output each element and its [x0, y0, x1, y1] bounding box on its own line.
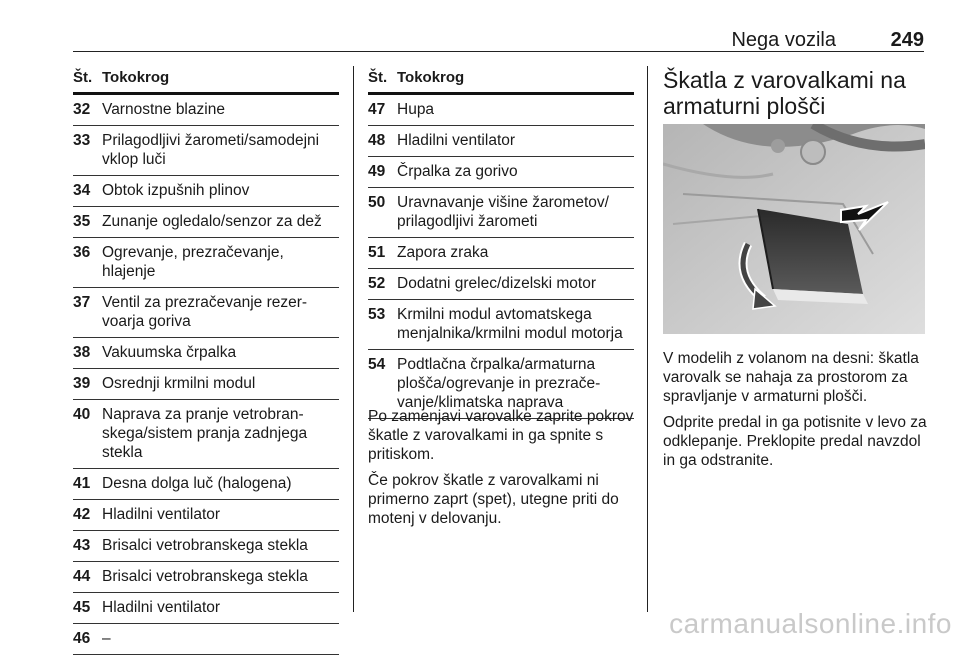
- circuit-name: Brisalci vetrobranskega stekla: [102, 568, 308, 585]
- table-row: [368, 157, 634, 188]
- circuit-name: Ventil za prezračevanje rezer-voarja goriva: [102, 294, 308, 330]
- table-row: [368, 188, 634, 238]
- circuit-name: Obtok izpušnih plinov: [102, 182, 250, 199]
- fuse-table-middle: [368, 68, 634, 419]
- table-row: [73, 469, 339, 500]
- fuse-number: 42: [73, 506, 91, 523]
- fuse-number: 46: [73, 630, 91, 647]
- fuse-number: 32: [73, 101, 91, 118]
- fuse-number: 52: [368, 275, 386, 292]
- fuse-number: 38: [73, 344, 91, 361]
- table-header: [368, 68, 634, 95]
- column-header-number: Št.: [368, 69, 388, 86]
- column-header-number: Št.: [73, 69, 93, 86]
- fuse-number: 51: [368, 244, 386, 261]
- table-row: [73, 176, 339, 207]
- table-row: [73, 624, 339, 655]
- fuse-number: 48: [368, 132, 386, 149]
- circuit-name: Dodatni grelec/dizelski motor: [397, 275, 597, 292]
- circuit-name: Ogrevanje, prezračevanje, hlajenje: [102, 244, 284, 280]
- middle-paragraphs: [368, 407, 636, 535]
- section-title: Škatla z varovalkami na armaturni plošči: [663, 67, 906, 119]
- column-divider: [647, 66, 648, 612]
- fuse-number: 45: [73, 599, 91, 616]
- fuse-number: 54: [368, 356, 386, 373]
- header-title: Nega vozila: [731, 29, 836, 51]
- fuse-table-left: [73, 68, 339, 655]
- circuit-name: Naprava za pranje vetrobran-skega/sistem pranja zadnjega stekla: [102, 406, 308, 461]
- circuit-name: Uravnavanje višine žarometov/ prilagodljivi žarometi: [397, 194, 609, 230]
- circuit-name: Hladilni ventilator: [102, 506, 221, 523]
- circuit-name: Hladilni ventilator: [397, 132, 516, 149]
- table-header: [73, 68, 339, 95]
- fuse-number: 43: [73, 537, 91, 554]
- header-rule: [73, 51, 924, 52]
- table-row: [73, 400, 339, 469]
- fuse-number: 44: [73, 568, 91, 585]
- table-row: [73, 531, 339, 562]
- paragraph: Če pokrov škatle z varovalkami ni primerno zaprt (spet), utegne priti do motenj v delovanju.: [368, 472, 619, 527]
- column-header-circuit: Tokokrog: [102, 69, 170, 86]
- fuse-number: 53: [368, 306, 386, 323]
- page-header: [73, 0, 924, 50]
- paragraph: V modelih z volanom na desni: škatla varovalk se nahaja za prostorom za spravljanje v armaturni plošči.: [663, 350, 919, 405]
- table-row: [73, 338, 339, 369]
- circuit-name: Desna dolga luč (halogena): [102, 475, 292, 492]
- table-row: [73, 207, 339, 238]
- circuit-name: Osrednji krmilni modul: [102, 375, 256, 392]
- paragraph: Po zamenjavi varovalke zaprite pokrov škatle z varovalkami in ga spnite s pritiskom.: [368, 408, 634, 463]
- fuse-number: 34: [73, 182, 91, 199]
- fuse-box-photo: [663, 124, 925, 334]
- circuit-name: Zapora zraka: [397, 244, 489, 261]
- table-row: [73, 562, 339, 593]
- circuit-name: –: [102, 630, 111, 647]
- circuit-name: Hupa: [397, 101, 435, 118]
- fuse-number: 36: [73, 244, 91, 261]
- fuse-number: 40: [73, 406, 91, 423]
- table-row: [73, 500, 339, 531]
- column-header-circuit: Tokokrog: [397, 69, 465, 86]
- circuit-name: Črpalka za gorivo: [397, 163, 518, 180]
- circuit-name: Podtlačna črpalka/armaturna plošča/ogrevanje in prezrače-vanje/klimatska naprava: [397, 356, 601, 411]
- circuit-name: Krmilni modul avtomatskega menjalnika/krmilni modul motorja: [397, 306, 623, 342]
- circuit-name: Hladilni ventilator: [102, 599, 221, 616]
- section-paragraphs: [663, 349, 933, 477]
- circuit-name: Brisalci vetrobranskega stekla: [102, 537, 308, 554]
- fuse-number: 33: [73, 132, 91, 149]
- fuse-number: 47: [368, 101, 386, 118]
- fuse-number: 35: [73, 213, 91, 230]
- column-divider: [353, 66, 354, 612]
- table-row: [368, 238, 634, 269]
- circuit-name: Zunanje ogledalo/senzor za dež: [102, 213, 322, 230]
- table-row: [73, 95, 339, 126]
- table-row: [368, 300, 634, 350]
- table-row: [368, 126, 634, 157]
- circuit-name: Prilagodljivi žarometi/samodejni vklop luči: [102, 132, 320, 168]
- fuse-number: 41: [73, 475, 91, 492]
- watermark: carmanualsonline.info: [669, 608, 952, 639]
- table-row: [73, 369, 339, 400]
- circuit-name: Vakuumska črpalka: [102, 344, 237, 361]
- table-row: [73, 288, 339, 338]
- table-row: [73, 238, 339, 288]
- fuse-number: 49: [368, 163, 386, 180]
- table-row: [73, 126, 339, 176]
- fuse-number: 37: [73, 294, 91, 311]
- table-row: [73, 593, 339, 624]
- fuse-box-illustration: [663, 124, 925, 334]
- circuit-name: Varnostne blazine: [102, 101, 225, 118]
- table-row: [368, 95, 634, 126]
- table-row: [368, 269, 634, 300]
- page-number: 249: [890, 29, 924, 51]
- fuse-number: 39: [73, 375, 91, 392]
- fuse-number: 50: [368, 194, 386, 211]
- paragraph: Odprite predal in ga potisnite v levo za odklepanje. Preklopite predal navzdol in ga odstranite.: [663, 414, 927, 469]
